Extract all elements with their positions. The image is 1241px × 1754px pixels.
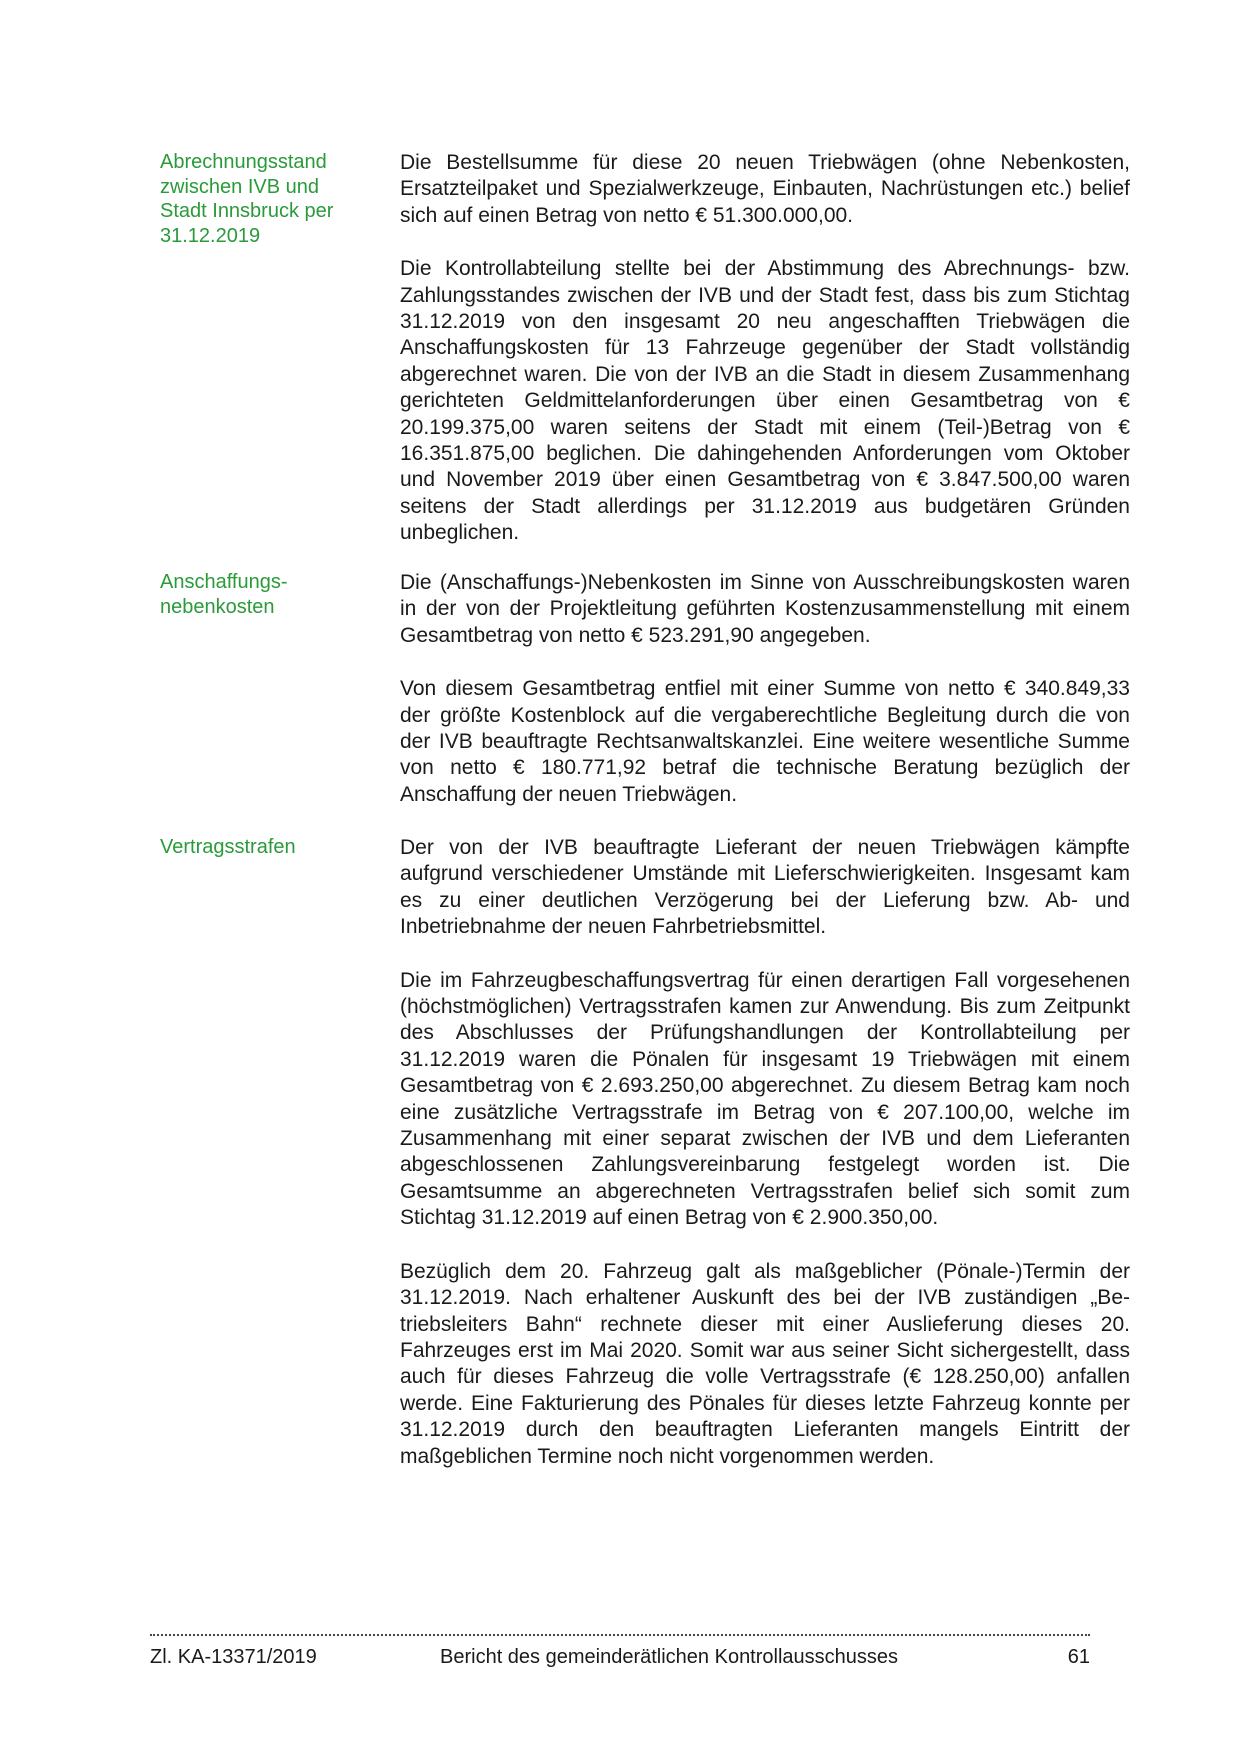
report-title: Bericht des gemeinderätlichen Kontrollausschusses [440,1646,899,1668]
paragraph: Der von der IVB beauftragte Lieferant der neuen Triebwägen kämpfte aufgrund verschiedener Umstände mit Lieferschwierigkeiten. Insgesamt kam es zu einer deutlichen Verzögerung bei der Lieferung bzw. Ab- und Inbetriebnahme der neuen Fahrbetriebsmittel. [400,836,1130,939]
page-footer [150,1644,1090,1672]
document-reference: Zl. KA-13371/2019 [150,1646,317,1668]
side-heading: Abrechnungsstand zwischen IVB und Stadt Innsbruck per 31.12.2019 [160,151,334,247]
section-body [400,570,1130,808]
page-number: 61 [1067,1646,1090,1668]
paragraph: Die Kontrollabteilung stellte bei der Abstimmung des Abrechnungs- bzw. Zahlungsstandes zwischen der IVB und der Stadt fest, dass bis zum Stichtag 31.12.2019 von den insgesamt 20 neu angeschafften Triebwägen die Anschaffungskosten für 13 Fahrzeuge gegenüber der Stadt vollständig abgerechnet waren. Die von der IVB an die Stadt in diesem Zusammenhang gerichteten Geldmittelanforderungen über einen Gesamtbetrag von € 20.199.375,00 waren seitens der Stadt mit einem (Teil-)Betrag von € 16.351.875,00 beglichen. Die dahingehenden Anforderungen vom Oktober und November 2019 über einen Gesamtbetrag von € 3.847.500,00 waren seitens der Stadt allerdings per 31.12.2019 aus budgetären Gründen unbeglichen. [400,257,1130,545]
paragraph: Die Bestellsumme für diese 20 neuen Triebwägen (ohne Nebenkosten, Ersatzteilpaket und Spezialwerkzeuge, Einbauten, Nachrüstungen etc.) belief sich auf einen Betrag von netto € 51.300.000,00. [400,151,1130,227]
paragraph: Von diesem Gesamtbetrag entfiel mit einer Summe von netto € 340.849,33 der größte Kostenblock auf die vergaberechtliche Begleitung durch die von der IVB beauftragte Rechtsanwaltskanzlei. Eine weitere wesentliche Summe von netto € 180.771,92 betraf die technische Beratung bezüglich der Anschaffung der neuen Triebwägen. [400,677,1130,806]
paragraph: Die (Anschaffungs-)Nebenkosten im Sinne von Ausschreibungskosten waren in der von der Projektleitung geführten Kostenzusammenstellung mit einem Gesamtbetrag von netto € 523.291,90 angegeben. [400,571,1130,647]
footer-divider [150,1634,1090,1636]
section-body [400,150,1130,547]
paragraph: Bezüglich dem 20. Fahrzeug galt als maßgeblicher (Pönale-)Termin der 31.12.2019. Nach erhaltener Auskunft des bei der IVB zuständigen „Betriebsleiters Bahn“ rechnete dieser mit einer Auslieferung dieses 20. Fahrzeuges erst im Mai 2020. Somit war aus seiner Sicht sichergestellt, dass auch für dieses Fahrzeug die volle Vertragsstrafe (€ 128.250,00) anfallen werde. Eine Fakturierung des Pönales für dieses letzte Fahrzeug konnte per 31.12.2019 durch den beauftragten Lieferanten mangels Eintritt der maßgeblichen Termine noch nicht vorgenommen werden. [400,1259,1130,1468]
paragraph: Die im Fahrzeugbeschaffungsvertrag für einen derartigen Fall vorgesehenen (höchstmöglichen) Vertragsstrafen kamen zur Anwendung. Bis zum Zeitpunkt des Abschlusses der Prüfungshandlungen der Kontrollabteilung per 31.12.2019 waren die Pönalen für insgesamt 19 Triebwägen mit einem Gesamtbetrag von € 2.693.250,00 abgerechnet. Zu diesem Betrag kam noch eine zusätzliche Vertragsstrafe im Betrag von € 207.100,00, welche im Zusammenhang mit einer separat zwischen der IVB und dem Lieferanten abgeschlossenen Zahlungsvereinbarung festgelegt worden ist. Die Gesamtsumme an abgerechneten Vertragsstrafen belief sich somit zum Stichtag 31.12.2019 auf einen Betrag von € 2.900.350,00. [400,968,1130,1230]
section-body [400,835,1130,1470]
side-heading: Anschaffungsnebenkosten [160,571,288,618]
side-heading: Vertragsstrafen [160,836,296,858]
